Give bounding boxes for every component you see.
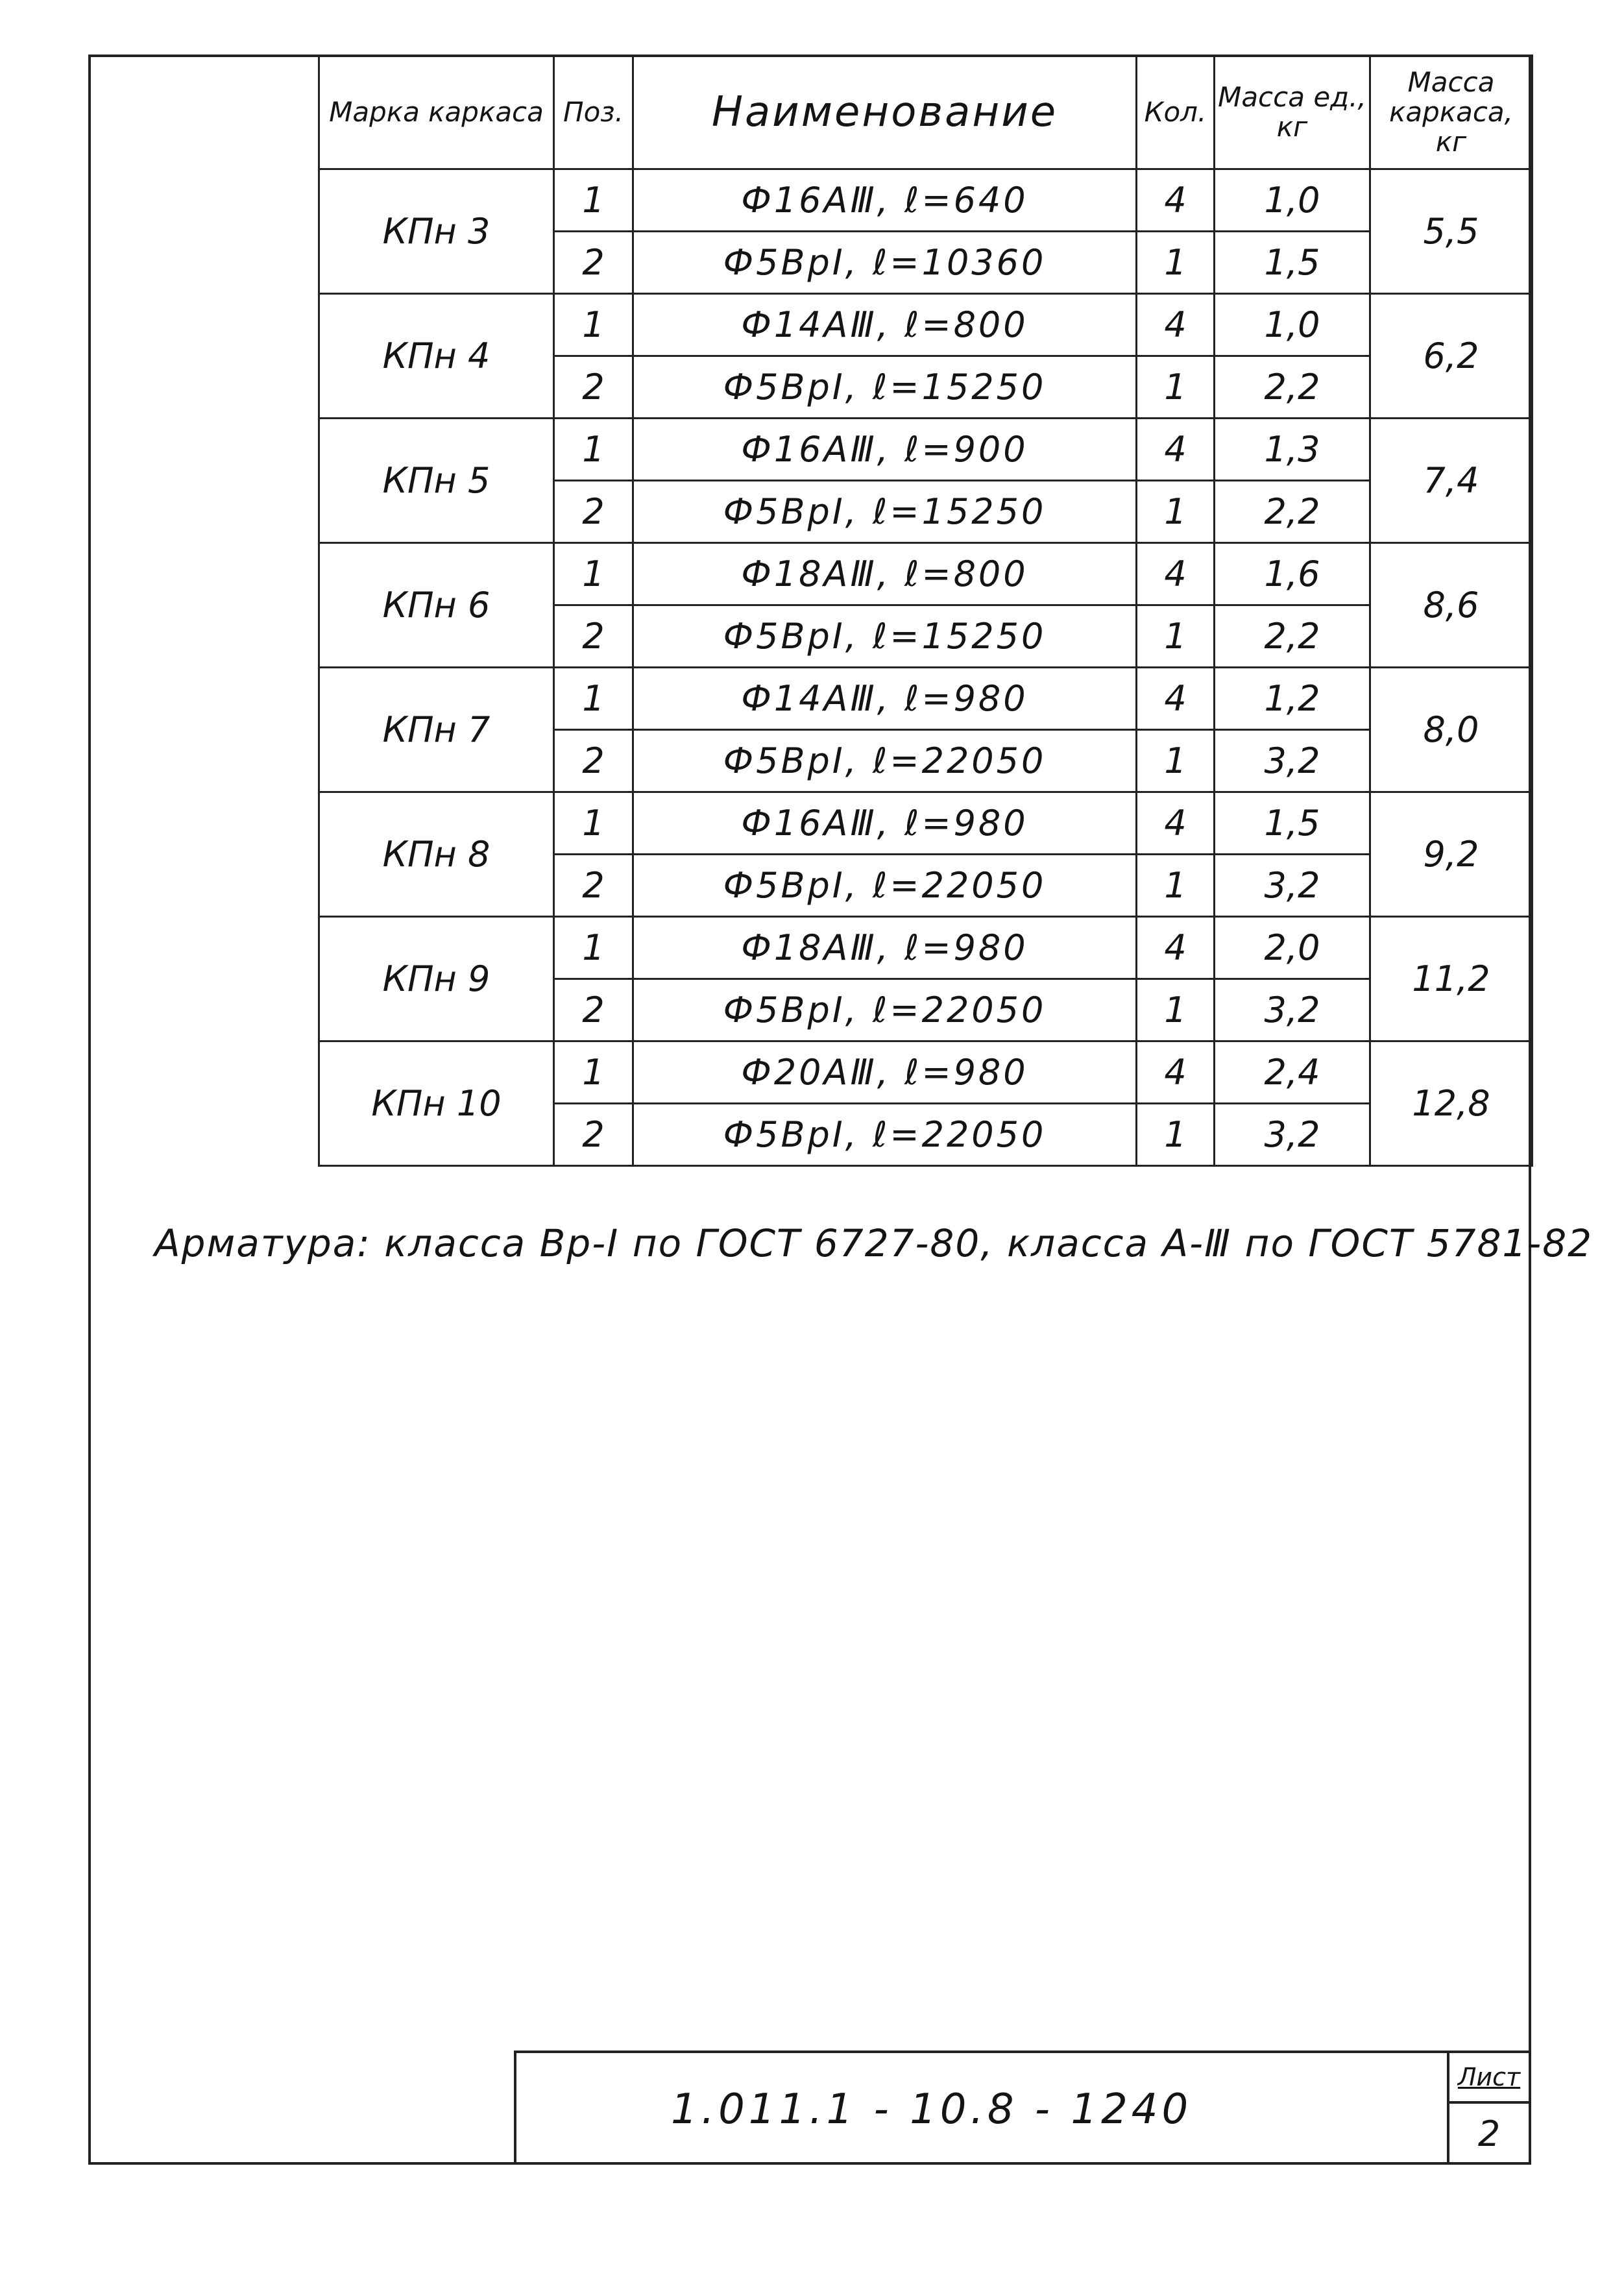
item-name-cell: Ф16АⅢ, ℓ=980 [633,792,1137,855]
unit-mass-cell: 1,3 [1215,419,1370,481]
position-cell: 1 [554,419,633,481]
quantity-cell: 1 [1137,356,1215,419]
item-name-cell: Ф5ВрI, ℓ=10360 [633,232,1137,294]
unit-mass-cell: 2,2 [1215,605,1370,668]
frame-mark-cell: КПн 5 [319,419,554,543]
header-frame-mass: Масса каркаса, кг [1370,56,1533,169]
quantity-cell: 4 [1137,169,1215,232]
unit-mass-cell: 1,6 [1215,543,1370,605]
position-cell: 2 [554,855,633,917]
frame-mass-cell: 8,6 [1370,543,1533,668]
unit-mass-cell: 1,2 [1215,668,1370,730]
quantity-cell: 4 [1137,294,1215,356]
sheet-cell [1447,2053,1529,2162]
quantity-cell: 1 [1137,855,1215,917]
frame-mass-cell: 6,2 [1370,294,1533,419]
table-row [319,1041,1533,1104]
item-name-cell: Ф16АⅢ, ℓ=640 [633,169,1137,232]
position-cell: 1 [554,169,633,232]
item-name-cell: Ф20АⅢ, ℓ=980 [633,1041,1137,1104]
position-cell: 2 [554,979,633,1041]
position-cell: 1 [554,294,633,356]
quantity-cell: 1 [1137,481,1215,543]
position-cell: 2 [554,481,633,543]
frame-mark-cell: КПн 4 [319,294,554,419]
unit-mass-cell: 2,2 [1215,481,1370,543]
frame-mark-cell: КПн 3 [319,169,554,294]
position-cell: 2 [554,232,633,294]
quantity-cell: 1 [1137,730,1215,792]
title-block [514,2051,1531,2165]
position-cell: 1 [554,668,633,730]
sheet-number: 2 [1477,2113,1501,2154]
frame-mark-cell: КПн 9 [319,917,554,1041]
item-name-cell: Ф5ВрI, ℓ=22050 [633,730,1137,792]
position-cell: 1 [554,543,633,605]
table-row [319,419,1533,481]
item-name-cell: Ф5ВрI, ℓ=22050 [633,979,1137,1041]
item-name-cell: Ф5ВрI, ℓ=15250 [633,481,1137,543]
position-cell: 1 [554,792,633,855]
unit-mass-cell: 3,2 [1215,1104,1370,1166]
frame-mass-cell: 12,8 [1370,1041,1533,1166]
unit-mass-cell: 3,2 [1215,855,1370,917]
unit-mass-cell: 1,5 [1215,792,1370,855]
item-name-cell: Ф14АⅢ, ℓ=800 [633,294,1137,356]
frame-mass-cell: 11,2 [1370,917,1533,1041]
quantity-cell: 4 [1137,1041,1215,1104]
frame-mark-cell: КПн 7 [319,668,554,792]
position-cell: 2 [554,356,633,419]
quantity-cell: 1 [1137,605,1215,668]
unit-mass-cell: 2,0 [1215,917,1370,979]
unit-mass-cell: 1,0 [1215,169,1370,232]
table-header-row [319,56,1533,169]
table-row [319,668,1533,730]
header-mark: Марка каркаса [319,56,554,169]
quantity-cell: 4 [1137,543,1215,605]
position-cell: 2 [554,1104,633,1166]
position-cell: 2 [554,730,633,792]
unit-mass-cell: 3,2 [1215,730,1370,792]
unit-mass-cell: 1,0 [1215,294,1370,356]
item-name-cell: Ф18АⅢ, ℓ=980 [633,917,1137,979]
position-cell: 1 [554,1041,633,1104]
item-name-cell: Ф5ВрI, ℓ=15250 [633,605,1137,668]
frame-mass-cell: 7,4 [1370,419,1533,543]
header-qty: Кол. [1137,56,1215,169]
table-row [319,294,1533,356]
header-pos: Поз. [554,56,633,169]
table-row [319,792,1533,855]
header-unit-mass: Масса ед., кг [1215,56,1370,169]
position-cell: 2 [554,605,633,668]
frame-mark-cell: КПн 10 [319,1041,554,1166]
quantity-cell: 1 [1137,1104,1215,1166]
header-name: Наименование [633,56,1137,169]
specification-table [318,55,1533,1167]
frame-mark-cell: КПн 6 [319,543,554,668]
frame-mass-cell: 8,0 [1370,668,1533,792]
quantity-cell: 1 [1137,979,1215,1041]
item-name-cell: Ф5ВрI, ℓ=15250 [633,356,1137,419]
table-row [319,543,1533,605]
table-row [319,917,1533,979]
unit-mass-cell: 2,2 [1215,356,1370,419]
position-cell: 1 [554,917,633,979]
frame-mass-cell: 9,2 [1370,792,1533,917]
quantity-cell: 4 [1137,419,1215,481]
item-name-cell: Ф16АⅢ, ℓ=900 [633,419,1137,481]
unit-mass-cell: 3,2 [1215,979,1370,1041]
item-name-cell: Ф14АⅢ, ℓ=980 [633,668,1137,730]
reinforcement-note: Арматура: класса Вр-I по ГОСТ 6727-80, класса А-Ⅲ по ГОСТ 5781-82 [154,1221,1594,1265]
document-code: 1.011.1 - 10.8 - 1240 [671,2086,1193,2134]
item-name-cell: Ф18АⅢ, ℓ=800 [633,543,1137,605]
quantity-cell: 4 [1137,792,1215,855]
unit-mass-cell: 2,4 [1215,1041,1370,1104]
item-name-cell: Ф5ВрI, ℓ=22050 [633,855,1137,917]
unit-mass-cell: 1,5 [1215,232,1370,294]
quantity-cell: 4 [1137,917,1215,979]
frame-mark-cell: КПн 8 [319,792,554,917]
quantity-cell: 4 [1137,668,1215,730]
item-name-cell: Ф5ВрI, ℓ=22050 [633,1104,1137,1166]
table-row [319,169,1533,232]
frame-mass-cell: 5,5 [1370,169,1533,294]
sheet-label: Лист [1449,2053,1529,2104]
quantity-cell: 1 [1137,232,1215,294]
